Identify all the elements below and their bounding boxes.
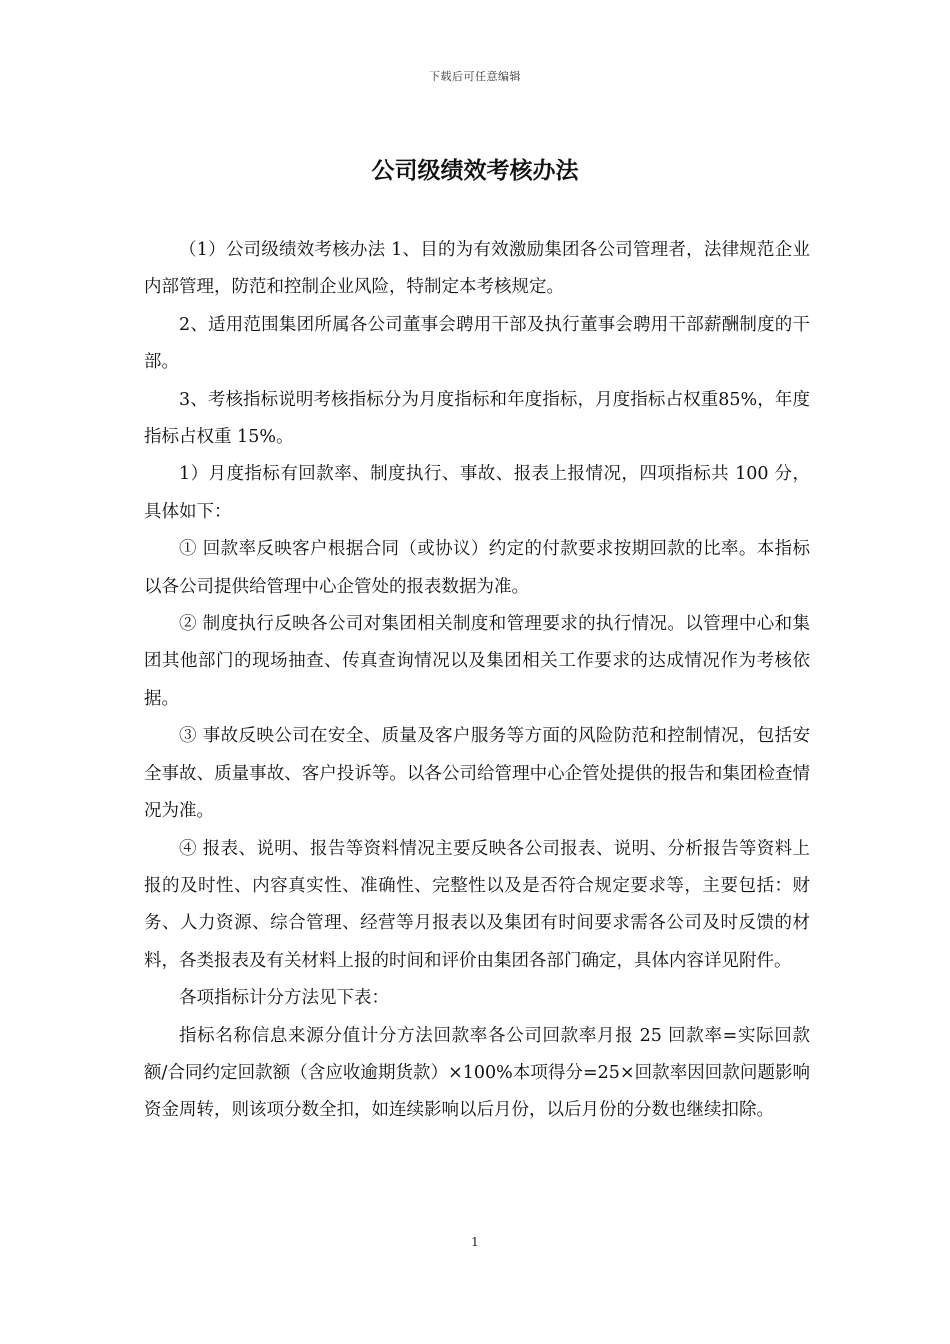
- paragraph-scope: 2、适用范围集团所属各公司董事会聘用干部及执行董事会聘用干部薪酬制度的干部。: [144, 314, 810, 373]
- document-title: 公司级绩效考核办法: [371, 158, 579, 184]
- page-number: 1: [471, 1235, 479, 1249]
- paragraph-reports: ④ 报表、说明、报告等资料情况主要反映各公司报表、说明、分析报告等资料上报的及时性、内容真实性、准确性、完整性以及是否符合规定要求等，主要包括：财务、人力资源、综合管理、经营等月报表以及集团有时间要求需各公司及时反馈的材料，各类报表及有关材料上报的时间和评价由集团各部门确定，具体内容详见附件。: [144, 838, 810, 971]
- paragraph-monthly-indicators: 1）月度指标有回款率、制度执行、事故、报表上报情况，四项指标共 100 分，具体如下：: [144, 464, 810, 522]
- header-note: 下载后可任意编辑: [429, 70, 521, 83]
- document-body: [144, 232, 810, 1130]
- paragraph-collection-rate: ① 回款率反映客户根据合同（或协议）约定的付款要求按期回款的比率。本指标以各公司提供给管理中心企管处的报表数据为准。: [144, 539, 810, 597]
- paragraph-indicators: 3、考核指标说明考核指标分为月度指标和年度指标，月度指标占权重85%，年度指标占权重 15%。: [144, 389, 810, 448]
- paragraph-scoring-table: 指标名称信息来源分值计分方法回款率各公司回款率月报 25 回款率=实际回款额/合同约定回款额（含应收逾期货款）×100%本项得分=25×回款率因回款问题影响资金周转，则该项分数全扣，如连续影响以后月份，以后月份的分数也继续扣除。: [144, 1025, 810, 1121]
- paragraph-purpose: （1）公司级绩效考核办法 1、目的为有效激励集团各公司管理者，法律规范企业内部管理，防范和控制企业风险，特制定本考核规定。: [144, 240, 810, 298]
- paragraph-incidents: ③ 事故反映公司在安全、质量及客户服务等方面的风险防范和控制情况，包括安全事故、质量事故、客户投诉等。以各公司给管理中心企管处提供的报告和集团检查情况为准。: [144, 726, 810, 822]
- paragraph-scoring-intro: 各项指标计分方法见下表：: [179, 988, 389, 1009]
- paragraph-policy-execution: ② 制度执行反映各公司对集团相关制度和管理要求的执行情况。以管理中心和集团其他部门的现场抽查、传真查询情况以及集团相关工作要求的达成情况作为考核依据。: [144, 614, 810, 709]
